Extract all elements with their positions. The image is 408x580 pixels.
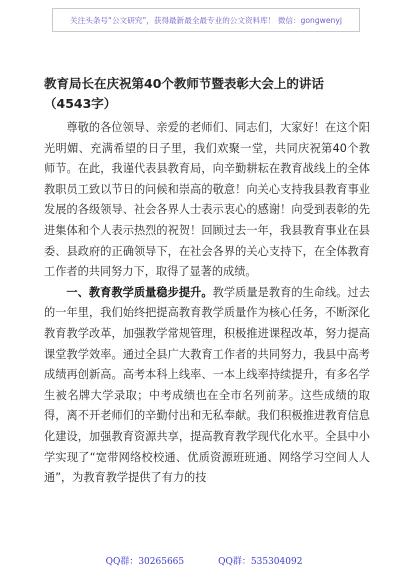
header-banner: 关注头条号“公文研究”，获得最新最全最专业的公文资料库！ 微信：gongwenyj [52, 8, 360, 32]
qq-group-2: QQ群：535304092 [218, 557, 303, 567]
paragraph-text: 教学质量是教育的生命线。过去的一年里，我们始终把提高教育教学质量作为核心任务，不断深化教育教学改革，加强教学常规管理，积极推进课程改革，努力提高课堂教学效率。通过全县广大教育工作者的共同努力，我县中高考成绩再创新高。高考本科上线率、一本上线率持续提升，有多名学生被名牌大学录取；中考成绩也在全市名列前茅。这些成绩的取得，离不开老师们的辛勤付出和无私奉献。我们积极推进教育信息化建设，加强教育资源共享，提高教育教学现代化水平。全县中小学实现了“宽带网络校校通、优质资源班班通、网络学习空间人人通”，为教育教学提供了有力的技 [44, 285, 370, 485]
footer [0, 554, 408, 567]
paragraph-greeting [44, 118, 370, 283]
paragraph-text: 尊敬的各位领导、亲爱的老师们、同志们，大家好！在这个阳光明媚、充满希望的日子里，我们欢聚一堂，共同庆祝第40个教师节。在此，我谨代表县教育局，向辛勤耕耘在教育战线上的全体教职员工致以节日的问候和崇高的敬意！向关心支持我县教育事业发展的各级领导、社会各界人士表示衷心的感谢！向受到表彰的先进集体和个人表示热烈的祝贺！回顾过去一年，我县教育事业在县委、县政府的正确领导下，在社会各界的关心支持下，在全体教育工作者的共同努力下，取得了显著的成绩。 [44, 121, 370, 279]
qq-group-1: QQ群：30265665 [105, 557, 185, 567]
document-title: 教育局长在庆祝第40个教师节暨表彰大会上的讲话（4543字） [44, 76, 324, 111]
document-body [44, 118, 370, 489]
section-heading: 一、教育教学质量稳步提升。 [66, 285, 213, 299]
paragraph-section-1 [44, 283, 370, 489]
